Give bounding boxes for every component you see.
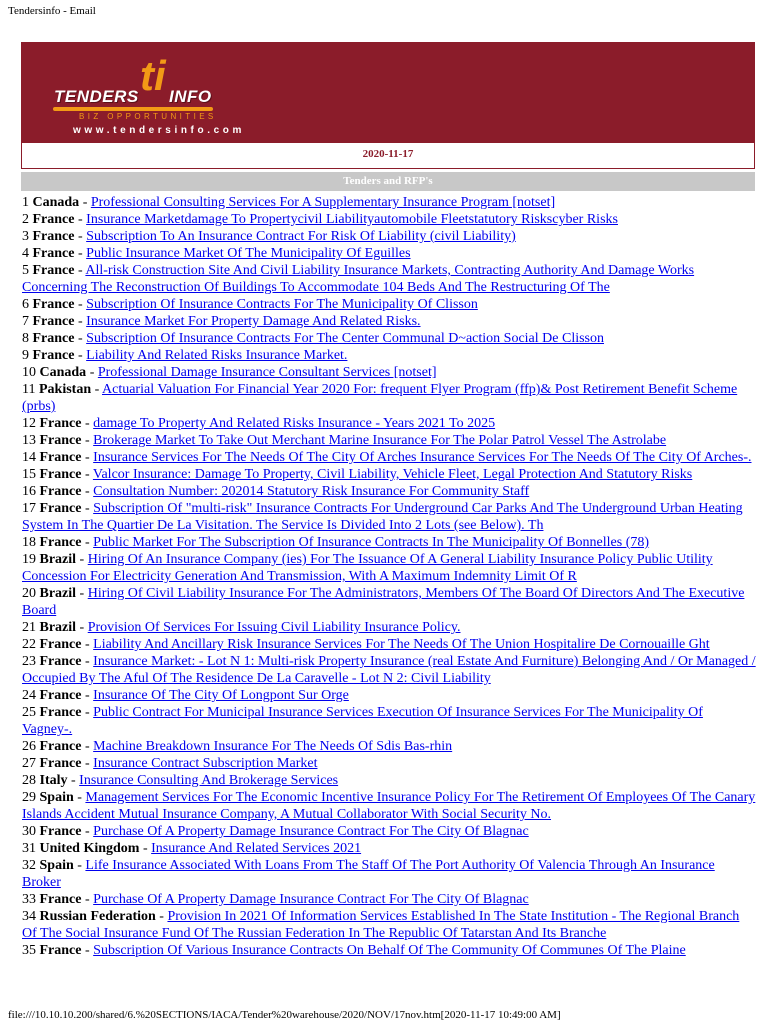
tender-country: France xyxy=(39,416,82,431)
tender-link[interactable]: Public Market For The Subscription Of Insurance Contracts In The Municipality Of Bonnelles (78) xyxy=(93,535,650,550)
tender-link[interactable]: Insurance And Related Services 2021 xyxy=(151,841,362,856)
tender-link[interactable]: Liability And Ancillary Risk Insurance Services For The Needs Of The Union Hospitalire De Cornouaille Ght xyxy=(93,637,710,652)
tender-item: 4 France - Public Insurance Market Of The Municipality Of Eguilles xyxy=(22,246,411,261)
tender-number: 14 xyxy=(22,450,36,465)
tender-item: 31 United Kingdom - Insurance And Related Services 2021 xyxy=(22,841,362,856)
tender-country: France xyxy=(39,824,82,839)
tender-country: France xyxy=(39,467,82,482)
tender-number: 27 xyxy=(22,756,36,771)
tender-link[interactable]: Insurance Services For The Needs Of The City Of Arches Insurance Services For The Needs Of The City Of Arches-. xyxy=(93,450,752,465)
tender-country: United Kingdom xyxy=(39,841,140,856)
tender-number: 34 xyxy=(22,909,36,924)
tender-number: 26 xyxy=(22,739,36,754)
tender-item: 18 France - Public Market For The Subscription Of Insurance Contracts In The Municipality Of Bonnelles (78) xyxy=(22,535,650,550)
logo-word-info: INFO xyxy=(169,87,212,106)
tender-number: 1 xyxy=(22,195,29,210)
tender-number: 3 xyxy=(22,229,29,244)
tender-number: 33 xyxy=(22,892,36,907)
tender-country: France xyxy=(32,263,75,278)
tender-item: 34 Russian Federation - Provision In 2021 Of Information Services Established In The State Institution - The Regional Branch Of The Social Insurance Fund Of The Russian Federation In The Republic Of Tatarstan And Its Branche xyxy=(22,909,740,941)
tender-item: 12 France - damage To Property And Related Risks Insurance - Years 2021 To 2025 xyxy=(22,416,496,431)
tender-country: France xyxy=(39,637,82,652)
tender-item: 1 Canada - Professional Consulting Services For A Supplementary Insurance Program [notset] xyxy=(22,195,556,210)
tender-link[interactable]: Subscription Of Insurance Contracts For The Municipality Of Clisson xyxy=(86,297,478,312)
tender-link[interactable]: damage To Property And Related Risks Insurance - Years 2021 To 2025 xyxy=(93,416,496,431)
tender-item: 7 France - Insurance Market For Property Damage And Related Risks. xyxy=(22,314,421,329)
tender-country: France xyxy=(39,892,82,907)
banner xyxy=(21,42,755,143)
tender-number: 9 xyxy=(22,348,29,363)
tender-link[interactable]: Machine Breakdown Insurance For The Needs Of Sdis Bas-rhin xyxy=(93,739,453,754)
tender-link[interactable]: Purchase Of A Property Damage Insurance Contract For The City Of Blagnac xyxy=(93,824,529,839)
tender-number: 31 xyxy=(22,841,36,856)
logo-swoosh xyxy=(53,107,213,111)
tender-link[interactable]: Provision In 2021 Of Information Services Established In The State Institution - The Regional Branch Of The Social Insurance Fund Of The Russian Federation In The Republic Of Tatarstan And Its Branche xyxy=(22,909,740,941)
tender-item: 26 France - Machine Breakdown Insurance For The Needs Of Sdis Bas-rhin xyxy=(22,739,453,754)
tender-number: 24 xyxy=(22,688,36,703)
tender-link[interactable]: Professional Damage Insurance Consultant Services [notset] xyxy=(97,365,437,380)
tender-country: Spain xyxy=(39,858,74,873)
tender-number: 30 xyxy=(22,824,36,839)
tender-link[interactable]: All-risk Construction Site And Civil Liability Insurance Markets, Contracting Authority And Damage Works Concerning The Reconstruction Of Buildings To Accommodate 104 Beds And The Restructuring Of The xyxy=(22,263,695,295)
tender-country: France xyxy=(32,212,75,227)
tender-link[interactable]: Provision Of Services For Issuing Civil Liability Insurance Policy. xyxy=(87,620,461,635)
tender-country: France xyxy=(39,535,82,550)
tender-country: France xyxy=(39,450,82,465)
tender-number: 28 xyxy=(22,773,36,788)
tender-country: France xyxy=(39,705,82,720)
tender-country: Russian Federation xyxy=(39,909,156,924)
tender-item: 27 France - Insurance Contract Subscription Market xyxy=(22,756,318,771)
tender-item: 30 France - Purchase Of A Property Damage Insurance Contract For The City Of Blagnac xyxy=(22,824,529,839)
tender-item: 3 France - Subscription To An Insurance Contract For Risk Of Liability (civil Liability) xyxy=(22,229,516,244)
tender-item: 6 France - Subscription Of Insurance Contracts For The Municipality Of Clisson xyxy=(22,297,478,312)
logo-tagline: BIZ OPPORTUNITIES xyxy=(79,112,217,121)
tender-country: Italy xyxy=(39,773,68,788)
tender-link[interactable]: Valcor Insurance: Damage To Property, Civil Liability, Vehicle Fleet, Legal Protection And Statutory Risks xyxy=(92,467,693,482)
tender-country: France xyxy=(32,331,75,346)
tender-item: 17 France - Subscription Of "multi-risk" Insurance Contracts For Underground Car Parks And The Underground Urban Heating System In The Quartier De La Visitation. The Service Is Divided Into 2 Lots (see Below). Th xyxy=(22,501,743,533)
tender-number: 7 xyxy=(22,314,29,329)
tender-link[interactable]: Subscription Of Various Insurance Contracts On Behalf Of The Community Of Communes Of The Plaine xyxy=(93,943,686,958)
tender-link[interactable]: Insurance Contract Subscription Market xyxy=(93,756,318,771)
tender-country: France xyxy=(39,654,82,669)
tender-country: France xyxy=(39,433,82,448)
tender-link[interactable]: Subscription Of Insurance Contracts For The Center Communal D~action Social De Clisson xyxy=(86,331,604,346)
tender-link[interactable]: Public Insurance Market Of The Municipality Of Eguilles xyxy=(86,246,411,261)
tender-country: France xyxy=(32,314,75,329)
tender-number: 25 xyxy=(22,705,36,720)
tender-item: 28 Italy - Insurance Consulting And Brokerage Services xyxy=(22,773,339,788)
tender-item: 35 France - Subscription Of Various Insurance Contracts On Behalf Of The Community Of Communes Of The Plaine xyxy=(22,943,686,958)
tender-country: Spain xyxy=(39,790,74,805)
tender-country: France xyxy=(32,246,75,261)
tender-number: 21 xyxy=(22,620,36,635)
tender-number: 10 xyxy=(22,365,36,380)
tender-number: 19 xyxy=(22,552,36,567)
tender-item: 10 Canada - Professional Damage Insurance Consultant Services [notset] xyxy=(22,365,437,380)
print-footer-path: file:///10.10.10.200/shared/6.%20SECTIONS/IACA/Tender%20warehouse/2020/NOV/17nov.htm[2020-11-17 10:49:00 AM] xyxy=(8,1009,561,1021)
tender-link[interactable]: Consultation Number: 202014 Statutory Risk Insurance For Community Staff xyxy=(93,484,530,499)
logo-word-tenders: TENDERS xyxy=(54,87,139,106)
tender-country: France xyxy=(39,739,82,754)
tender-item: 23 France - Insurance Market: - Lot N 1: Multi-risk Property Insurance (real Estate And Furniture) Belonging And / Or Managed / Occupied By The Aful Of The Residence De La Caravelle - Lot N 2: Civil Liability xyxy=(22,654,756,686)
tender-item: 20 Brazil - Hiring Of Civil Liability Insurance For The Administrators, Members Of The Board Of Directors And The Executive Board xyxy=(22,586,745,618)
tender-item: 32 Spain - Life Insurance Associated With Loans From The Staff Of The Port Authority Of Valencia Through An Insurance Broker xyxy=(22,858,715,890)
tender-item: 19 Brazil - Hiring Of An Insurance Company (ies) For The Issuance Of A General Liability Insurance Policy Public Utility Concession For Electricity Generation And Transmission, With A Maximum Indemnity Limit Of R xyxy=(22,552,713,584)
print-header-title: Tendersinfo - Email xyxy=(8,5,96,17)
tender-number: 6 xyxy=(22,297,29,312)
tender-item: 21 Brazil - Provision Of Services For Issuing Civil Liability Insurance Policy. xyxy=(22,620,461,635)
tender-number: 12 xyxy=(22,416,36,431)
tender-number: 18 xyxy=(22,535,36,550)
tender-link[interactable]: Life Insurance Associated With Loans From The Staff Of The Port Authority Of Valencia Through An Insurance Broker xyxy=(22,858,715,890)
tender-link[interactable]: Hiring Of Civil Liability Insurance For The Administrators, Members Of The Board Of Directors And The Executive Board xyxy=(22,586,745,618)
tender-link[interactable]: Insurance Market For Property Damage And Related Risks. xyxy=(86,314,421,329)
date-box xyxy=(21,143,755,169)
tender-link[interactable]: Public Contract For Municipal Insurance Services Execution Of Insurance Services For The Municipality Of Vagney-. xyxy=(22,705,703,737)
tender-link[interactable]: Actuarial Valuation For Financial Year 2020 For: frequent Flyer Program (ffp)& Post Retirement Benefit Scheme (prbs) xyxy=(22,382,738,414)
tender-item: 11 Pakistan - Actuarial Valuation For Financial Year 2020 For: frequent Flyer Program (ffp)& Post Retirement Benefit Scheme (prbs) xyxy=(22,382,738,414)
tender-number: 11 xyxy=(22,382,36,397)
tender-item: 13 France - Brokerage Market To Take Out Merchant Marine Insurance For The Polar Patrol Vessel The Astrolabe xyxy=(22,433,667,448)
tender-country: Brazil xyxy=(39,586,77,601)
tender-item: 5 France - All-risk Construction Site And Civil Liability Insurance Markets, Contracting Authority And Damage Works Concerning The Reconstruction Of Buildings To Accommodate 104 Beds And The Restructuring Of The xyxy=(22,263,695,295)
tender-link[interactable]: Insurance Market: - Lot N 1: Multi-risk Property Insurance (real Estate And Furniture) Belonging And / Or Managed / Occupied By The Aful Of The Residence De La Caravelle - Lot N 2: Civil Liability xyxy=(22,654,756,686)
tender-country: France xyxy=(39,484,82,499)
tender-country: France xyxy=(32,348,75,363)
logo-mark: ti xyxy=(140,52,166,99)
issue-date: 2020-11-17 xyxy=(362,148,414,160)
tender-number: 22 xyxy=(22,637,36,652)
tender-country: Brazil xyxy=(39,552,77,567)
tender-number: 35 xyxy=(22,943,36,958)
tender-link[interactable]: Professional Consulting Services For A Supplementary Insurance Program [notset] xyxy=(90,195,556,210)
tender-link[interactable]: Insurance Of The City Of Longpont Sur Orge xyxy=(93,688,349,703)
tender-number: 4 xyxy=(22,246,29,261)
tender-country: Brazil xyxy=(39,620,77,635)
tender-item: 8 France - Subscription Of Insurance Contracts For The Center Communal D~action Social De Clisson xyxy=(22,331,604,346)
tender-item: 29 Spain - Management Services For The Economic Incentive Insurance Policy For The Retirement Of Employees Of The Canary Islands Accident Mutual Insurance Company, A Mutual Collaborator With Social Security No. xyxy=(22,790,756,822)
tender-link[interactable]: Management Services For The Economic Incentive Insurance Policy For The Retirement Of Employees Of The Canary Islands Accident Mutual Insurance Company, A Mutual Collaborator With Social Security No. xyxy=(22,790,756,822)
tender-item: 16 France - Consultation Number: 202014 Statutory Risk Insurance For Community Staff xyxy=(22,484,530,499)
tender-link[interactable]: Subscription To An Insurance Contract For Risk Of Liability (civil Liability) xyxy=(86,229,516,244)
tender-item: 24 France - Insurance Of The City Of Longpont Sur Orge xyxy=(22,688,349,703)
tender-number: 23 xyxy=(22,654,36,669)
tender-country: France xyxy=(39,501,82,516)
tender-number: 8 xyxy=(22,331,29,346)
tender-number: 17 xyxy=(22,501,36,516)
tender-number: 5 xyxy=(22,263,29,278)
tender-item: 22 France - Liability And Ancillary Risk Insurance Services For The Needs Of The Union Hospitalire De Cornouaille Ght xyxy=(22,637,710,652)
tender-country: France xyxy=(32,229,75,244)
tender-list xyxy=(22,194,756,959)
tender-number: 20 xyxy=(22,586,36,601)
tender-item: 15 France - Valcor Insurance: Damage To Property, Civil Liability, Vehicle Fleet, Legal Protection And Statutory Risks xyxy=(22,467,693,482)
section-header-bar xyxy=(21,172,755,191)
tender-link[interactable]: Brokerage Market To Take Out Merchant Marine Insurance For The Polar Patrol Vessel The Astrolabe xyxy=(93,433,667,448)
tender-link[interactable]: Insurance Marketdamage To Propertycivil Liabilityautomobile Fleetstatutory Riskscyber Risks xyxy=(86,212,618,227)
tender-link[interactable]: Purchase Of A Property Damage Insurance Contract For The City Of Blagnac xyxy=(93,892,529,907)
tender-item: 25 France - Public Contract For Municipal Insurance Services Execution Of Insurance Services For The Municipality Of Vagney-. xyxy=(22,705,703,737)
tender-link[interactable]: Hiring Of An Insurance Company (ies) For The Issuance Of A General Liability Insurance Policy Public Utility Concession For Electricity Generation And Transmission, With A Maximum Indemnity Limit Of R xyxy=(22,552,713,584)
tender-country: Canada xyxy=(39,365,87,380)
tender-link[interactable]: Subscription Of "multi-risk" Insurance Contracts For Underground Car Parks And The Underground Urban Heating System In The Quartier De La Visitation. The Service Is Divided Into 2 Lots (see Below). Th xyxy=(22,501,743,533)
tender-number: 29 xyxy=(22,790,36,805)
tender-number: 15 xyxy=(22,467,36,482)
tender-item: 2 France - Insurance Marketdamage To Propertycivil Liabilityautomobile Fleetstatutory Riskscyber Risks xyxy=(22,212,618,227)
tendersinfo-logo[interactable] xyxy=(49,50,249,140)
tender-country: France xyxy=(39,756,82,771)
tender-country: France xyxy=(39,688,82,703)
tender-country: France xyxy=(32,297,75,312)
tender-item: 9 France - Liability And Related Risks Insurance Market. xyxy=(22,348,348,363)
tender-item: 14 France - Insurance Services For The Needs Of The City Of Arches Insurance Services For The Needs Of The City Of Arches-. xyxy=(22,450,752,465)
tender-number: 13 xyxy=(22,433,36,448)
tender-number: 16 xyxy=(22,484,36,499)
tender-country: France xyxy=(39,943,82,958)
tender-country: Pakistan xyxy=(38,382,92,397)
tender-number: 2 xyxy=(22,212,29,227)
tender-number: 32 xyxy=(22,858,36,873)
logo-website: www.tendersinfo.com xyxy=(73,125,245,136)
tender-link[interactable]: Insurance Consulting And Brokerage Services xyxy=(79,773,339,788)
tender-country: Canada xyxy=(32,195,80,210)
tender-link[interactable]: Liability And Related Risks Insurance Market. xyxy=(86,348,348,363)
section-title: Tenders and RFP's xyxy=(343,175,433,187)
tender-item: 33 France - Purchase Of A Property Damage Insurance Contract For The City Of Blagnac xyxy=(22,892,529,907)
